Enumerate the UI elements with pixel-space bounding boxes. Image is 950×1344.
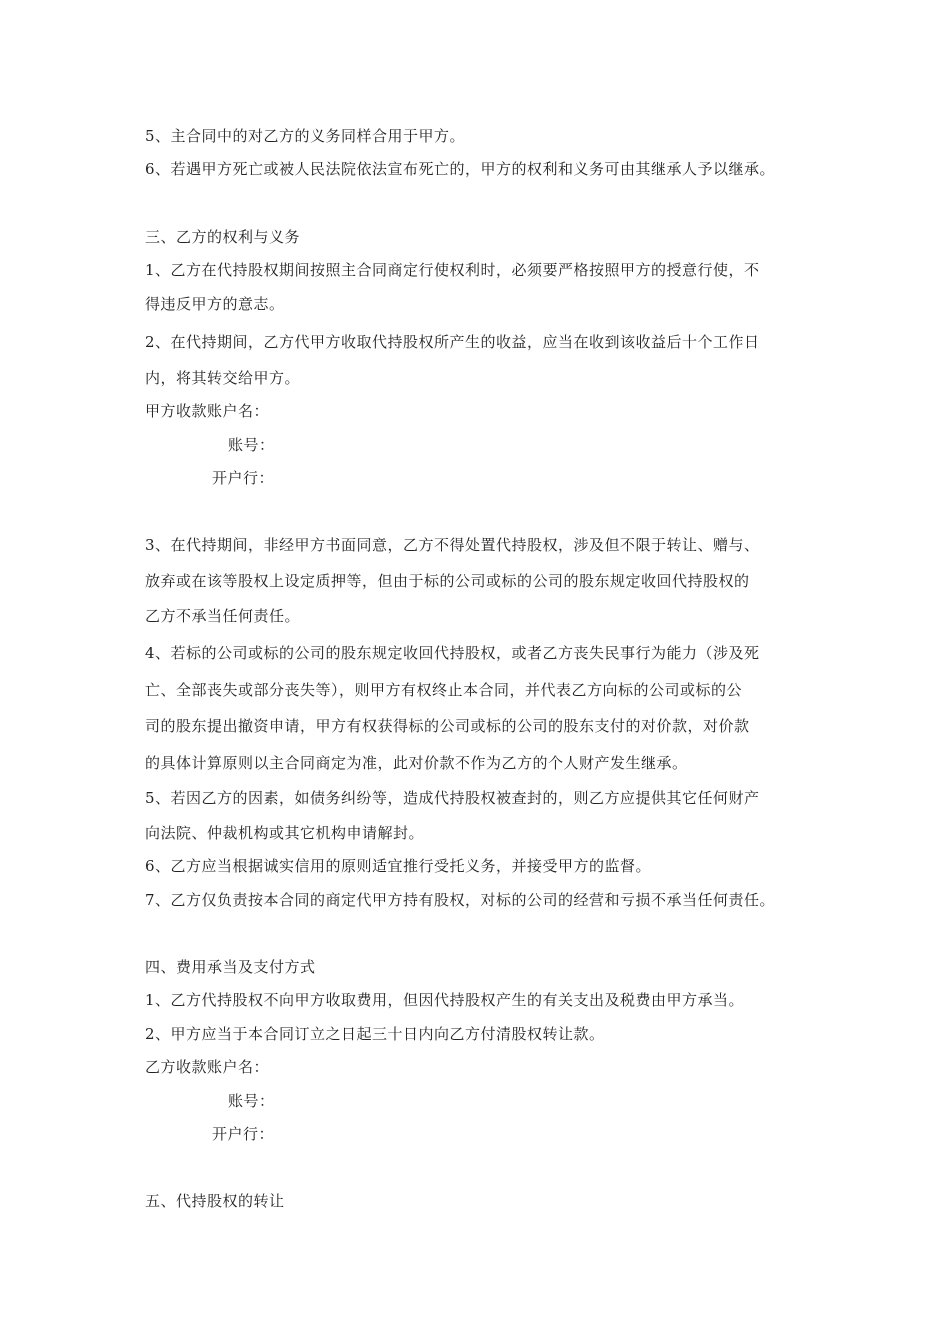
clause-3-2-line-1: 2、在代持期间，乙方代甲方收取代持股权所产生的收益，应当在收到该收益后十个工作日: [145, 333, 760, 351]
clause-3-5-line-1: 5、若因乙方的因素，如债务纠纷等，造成代持股权被查封的，则乙方应提供其它任何财产: [145, 789, 760, 807]
clause-3-3-line-3: 乙方不承当任何责任。: [145, 607, 301, 625]
clause-3-1-line-1: 1、乙方在代持股权期间按照主合同商定行使权利时，必须要严格按照甲方的授意行使，不: [145, 261, 760, 279]
clause-3-3-line-2: 放弃或在该等股权上设定质押等，但由于标的公司或标的公司的股东规定收回代持股权的: [145, 572, 750, 590]
clause-2-5: 5、主合同中的对乙方的义务同样合用于甲方。: [145, 127, 466, 145]
party-a-account-number-label: 账号：: [228, 436, 275, 454]
clause-3-1-line-2: 得违反甲方的意志。: [145, 295, 285, 313]
clause-3-4-line-4: 的具体计算原则以主合同商定为准，此对价款不作为乙方的个人财产发生继承。: [145, 754, 688, 772]
clause-4-2: 2、甲方应当于本合同订立之日起三十日内向乙方付清股权转让款。: [145, 1025, 605, 1043]
clause-3-4-line-1: 4、若标的公司或标的公司的股东规定收回代持股权，或者乙方丧失民事行为能力（涉及死: [145, 644, 760, 662]
clause-2-6: 6、若遇甲方死亡或被人民法院依法宣布死亡的，甲方的权利和义务可由其继承人予以继承。: [145, 160, 776, 178]
party-b-bank-label: 开户行：: [212, 1125, 275, 1143]
clause-3-3-line-1: 3、在代持期间，非经甲方书面同意，乙方不得处置代持股权，涉及但不限于转让、赠与、: [145, 536, 760, 554]
party-b-account-name-label: 乙方收款账户名：: [145, 1058, 270, 1076]
clause-3-4-line-3: 司的股东提出撤资申请，甲方有权获得标的公司或标的公司的股东支付的对价款，对价款: [145, 717, 750, 735]
clause-3-5-line-2: 向法院、仲裁机构或其它机构申请解封。: [145, 824, 425, 842]
clause-3-7: 7、乙方仅负责按本合同的商定代甲方持有股权，对标的公司的经营和亏损不承当任何责任。: [145, 891, 776, 909]
clause-4-1: 1、乙方代持股权不向甲方收取费用，但因代持股权产生的有关支出及税费由甲方承当。: [145, 991, 745, 1009]
section-5-heading: 五、代持股权的转让: [145, 1192, 285, 1210]
party-a-bank-label: 开户行：: [212, 469, 275, 487]
clause-3-6: 6、乙方应当根据诚实信用的原则适宜推行受托义务，并接受甲方的监督。: [145, 857, 652, 875]
party-a-account-name-label: 甲方收款账户名：: [145, 402, 270, 420]
clause-3-2-line-2: 内，将其转交给甲方。: [145, 369, 301, 387]
section-4-heading: 四、费用承当及支付方式: [145, 958, 316, 976]
section-3-heading: 三、乙方的权利与义务: [145, 228, 301, 246]
clause-3-4-line-2: 亡、全部丧失或部分丧失等），则甲方有权终止本合同，并代表乙方向标的公司或标的公: [145, 681, 743, 699]
party-b-account-number-label: 账号：: [228, 1092, 275, 1110]
